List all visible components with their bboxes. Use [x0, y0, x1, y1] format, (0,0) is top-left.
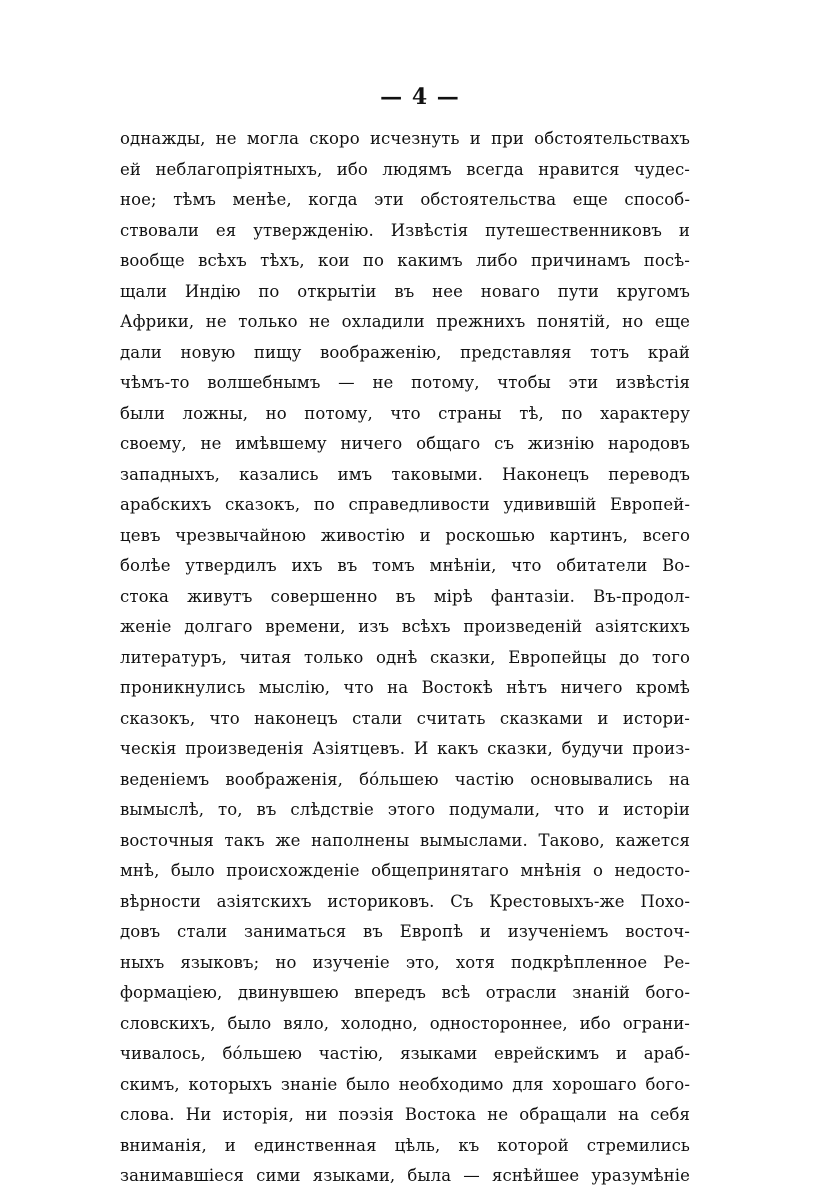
text-line: занимавшіеся сими языками, была — яснѣйшее уразумѣніе	[120, 1166, 690, 1185]
text-line: своему, не имѣвшему ничего общаго съ жизнію народовъ	[120, 434, 690, 453]
text-line: мнѣ, было происхожденіе общепринятаго мнѣнія о недосто-	[120, 861, 690, 880]
text-line: ное; тѣмъ менѣе, когда эти обстоятельства еще способ-	[120, 190, 690, 209]
text-line: арабскихъ сказокъ, по справедливости удивившій Европей-	[120, 495, 690, 514]
body-text	[120, 124, 690, 1192]
text-line: западныхъ, казались имъ таковыми. Наконецъ переводъ	[120, 464, 690, 484]
text-line: литературъ, читая только однѣ сказки, Европейцы до того	[120, 647, 690, 667]
text-line: вниманія, и единственная цѣль, къ которой стремились	[120, 1135, 690, 1155]
text-line: словскихъ, было вяло, холодно, одностороннее, ибо ограни-	[120, 1013, 690, 1033]
text-line: проникнулись мыслію, что на Востокѣ нѣтъ ничего кромѣ	[120, 678, 690, 697]
text-line: ныхъ языковъ; но изученіе это, хотя подкрѣпленное Ре-	[120, 952, 690, 972]
text-line: чивалось, бо́льшею частію, языками еврейскимъ и араб-	[120, 1044, 690, 1063]
text-line: вымыслѣ, то, въ слѣдствіе этого подумали, что и исторіи	[120, 800, 690, 819]
text-line: болѣе утвердилъ ихъ въ томъ мнѣніи, что обитатели Во-	[120, 556, 690, 575]
text-line: чѣмъ-то волшебнымъ — не потому, чтобы эти извѣстія	[120, 373, 690, 392]
text-line: женіе долгаго времени, изъ всѣхъ произведеній азіятскихъ	[120, 617, 690, 636]
text-line: вообще всѣхъ тѣхъ, кои по какимъ либо причинамъ посѣ-	[120, 251, 690, 270]
text-line: слова. Ни исторія, ни поэзія Востока не обращали на себя	[120, 1105, 690, 1124]
text-line: веденіемъ воображенія, бо́льшею частію основывались на	[120, 769, 690, 789]
text-line: вѣрности азіятскихъ историковъ. Съ Крестовыхъ-же Похо-	[120, 891, 690, 911]
text-line: ческія произведенія Азіятцевъ. И какъ сказки, будучи произ-	[120, 739, 690, 758]
text-line: скимъ, которыхъ знаніе было необходимо для хорошаго бого-	[120, 1074, 690, 1094]
text-line: дали новую пищу воображенію, представляя тотъ край	[120, 342, 690, 362]
text-line: стока живутъ совершенно въ мірѣ фантазіи. Въ-продол-	[120, 586, 690, 606]
text-line: восточныя такъ же наполнены вымыслами. Таково, кажется	[120, 830, 690, 850]
text-line: однажды, не могла скоро исчезнуть и при обстоятельствахъ	[120, 129, 690, 148]
text-line: Африки, не только не охладили прежнихъ понятій, но еще	[120, 312, 690, 331]
text-line: щали Индію по открытіи въ нее новаго пути кругомъ	[120, 281, 690, 301]
text-line: были ложны, но потому, что страны тѣ, по характеру	[120, 403, 690, 423]
text-line: формаціею, двинувшею впередъ всѣ отрасли знаній бого-	[120, 983, 690, 1002]
text-line: цевъ чрезвычайною живостію и роскошью картинъ, всего	[120, 525, 690, 545]
text-line: сказокъ, что наконецъ стали считать сказками и истори-	[120, 708, 690, 728]
text-line: ей неблагопріятныхъ, ибо людямъ всегда нравится чудес-	[120, 159, 690, 179]
text-line: ствовали ея утвержденію. Извѣстія путешественниковъ и	[120, 220, 690, 240]
page-number: — 4 —	[380, 84, 460, 110]
text-line: довъ стали заниматься въ Европѣ и изученіемъ восточ-	[120, 922, 690, 941]
